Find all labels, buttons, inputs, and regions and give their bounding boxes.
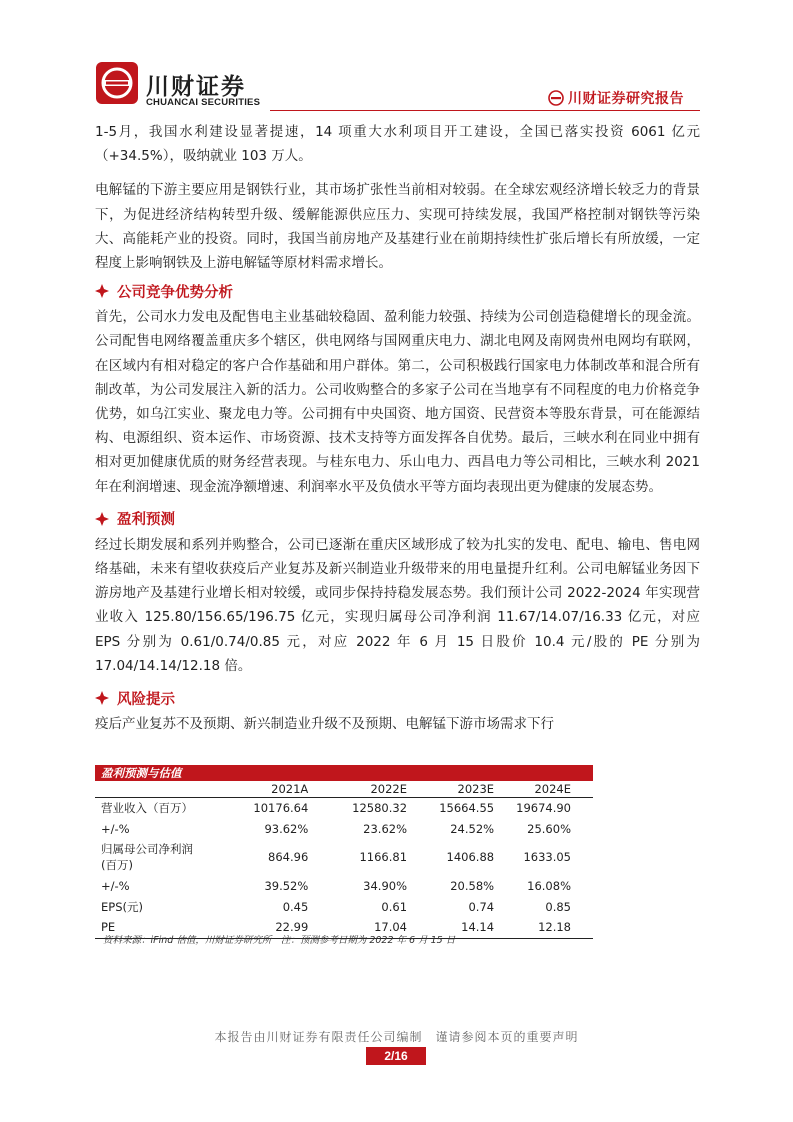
table-row: PE 22.99 17.04 14.14 12.18 <box>95 917 593 938</box>
diamond-bullet-icon <box>95 691 109 705</box>
report-badge-icon <box>548 90 564 106</box>
section-heading-competition: 公司竞争优势分析 <box>95 277 700 305</box>
table-header-2021a: 2021A <box>214 781 330 797</box>
forecast-table <box>95 765 593 939</box>
section-heading-forecast: 盈利预测 <box>95 505 700 533</box>
table-row: +/-% 93.62% 23.62% 24.52% 25.60% <box>101 821 571 836</box>
table-header-2023e: 2023E <box>429 781 516 797</box>
table-header-label <box>95 781 214 797</box>
page-number: 2/16 <box>366 1047 426 1065</box>
table-row: +/-% 39.52% 34.90% 20.58% 16.08% <box>101 878 571 893</box>
intro-paragraph-1: 1-5月，我国水利建设显著提速，14 项重大水利项目开工建设，全国已落实投资 6061 亿元（+34.5%），吸纳就业 103 万人。 <box>95 124 700 165</box>
table-source-note: 资料来源：iFind 估值，川财证券研究所 注：预测参考日期为 2022 年 6 月 15 日 <box>103 935 456 946</box>
table-row: EPS(元) 0.45 0.61 0.74 0.85 <box>101 899 571 914</box>
report-badge <box>548 88 684 108</box>
footer-disclaimer: 本报告由川财证券有限责任公司编制 谨请参阅本页的重要声明 <box>214 1030 579 1044</box>
header-divider <box>270 110 700 111</box>
table-row: 归属母公司净利润(百万) 864.96 1166.81 1406.88 1633.05 <box>101 842 571 872</box>
company-name-en: CHUANCAI SECURITIES <box>146 97 261 108</box>
competition-paragraph: 首先，公司水力发电及配售电主业基础较稳固、盈利能力较强、持续为公司创造稳健增长的现金流。公司配售电网络覆盖重庆多个辖区，供电网络与国网重庆电力、湖北电网及南网贵州电网均有联网，在区域内有相对稳定的客户合作基础和用户群体。第二，公司积极践行国家电力体制改革和混合所有制改革，为公司发展注入新的活力。公司收购整合的多家子公司在当地享有不同程度的电力价格竞争优势，如乌江实业、聚龙电力等。公司拥有中央国资、地方国资、民营资本等股东背景，可在能源结构、电源组织、资本运作、市场资源、技术支持等方面发挥各自优势。最后，三峡水利在同业中拥有相对更加健康优质的财务经营表现。与桂东电力、乐山电力、西昌电力等公司相比，三峡水利 2021 年在利润增速、现金流净额增速、利润率水平及负债水平等方面均表现出更为健康的发展态势。 <box>95 309 700 495</box>
table-header-2024e: 2024E <box>516 781 593 797</box>
diamond-bullet-icon <box>95 512 109 526</box>
report-body <box>95 120 700 736</box>
diamond-bullet-icon <box>95 284 109 298</box>
forecast-paragraph: 经过长期发展和系列并购整合，公司已逐渐在重庆区域形成了较为扎实的发电、配电、输电、售电网络基础，未来有望收获疫后产业复苏及新兴制造业升级带来的用电量提升红利。公司电解锰业务因下游房地产及基建行业增长相对较缓，或同步保持持稳发展态势。我们预计公司 2022-2024 年实现营业收入 125.80/156.65/196.75 亿元，实现归属母公司净利润 11.67/14.07/16.33 亿元，对应 EPS 分别为 0.61/0.74/0.85 元，对应 2022 年 6 月 15 日股价 10.4 元/股的 PE 分别为 17.04/14.14/12.18 倍。 <box>95 536 700 674</box>
section-heading-risk: 风险提示 <box>95 684 700 712</box>
table-title: 盈利预测与估值 <box>95 765 593 781</box>
intro-paragraph-2: 电解锰的下游主要应用是钢铁行业，其市场扩张性当前相对较弱。在全球宏观经济增长较乏力的背景下，为促进经济结构转型升级、缓解能源供应压力、实现可持续发展，我国严格控制对钢铁等污染大、高能耗产业的投资。同时，我国当前房地产及基建行业在前期持续性扩张后增长有所放缓，一定程度上影响钢铁及上游电解锰等原材料需求增长。 <box>95 182 700 272</box>
chuancai-logo-icon <box>96 62 138 104</box>
table-row: 营业收入（百万） 10176.64 12580.32 15664.55 19674.90 <box>101 800 571 815</box>
risk-paragraph: 疫后产业复苏不及预期、新兴制造业升级不及预期、电解锰下游市场需求下行 <box>95 716 554 733</box>
company-name-cn: 川财证券 <box>146 74 246 100</box>
page-header <box>0 0 793 118</box>
table-header-2022e: 2022E <box>330 781 429 797</box>
report-label: 川财证券研究报告 <box>568 91 684 107</box>
